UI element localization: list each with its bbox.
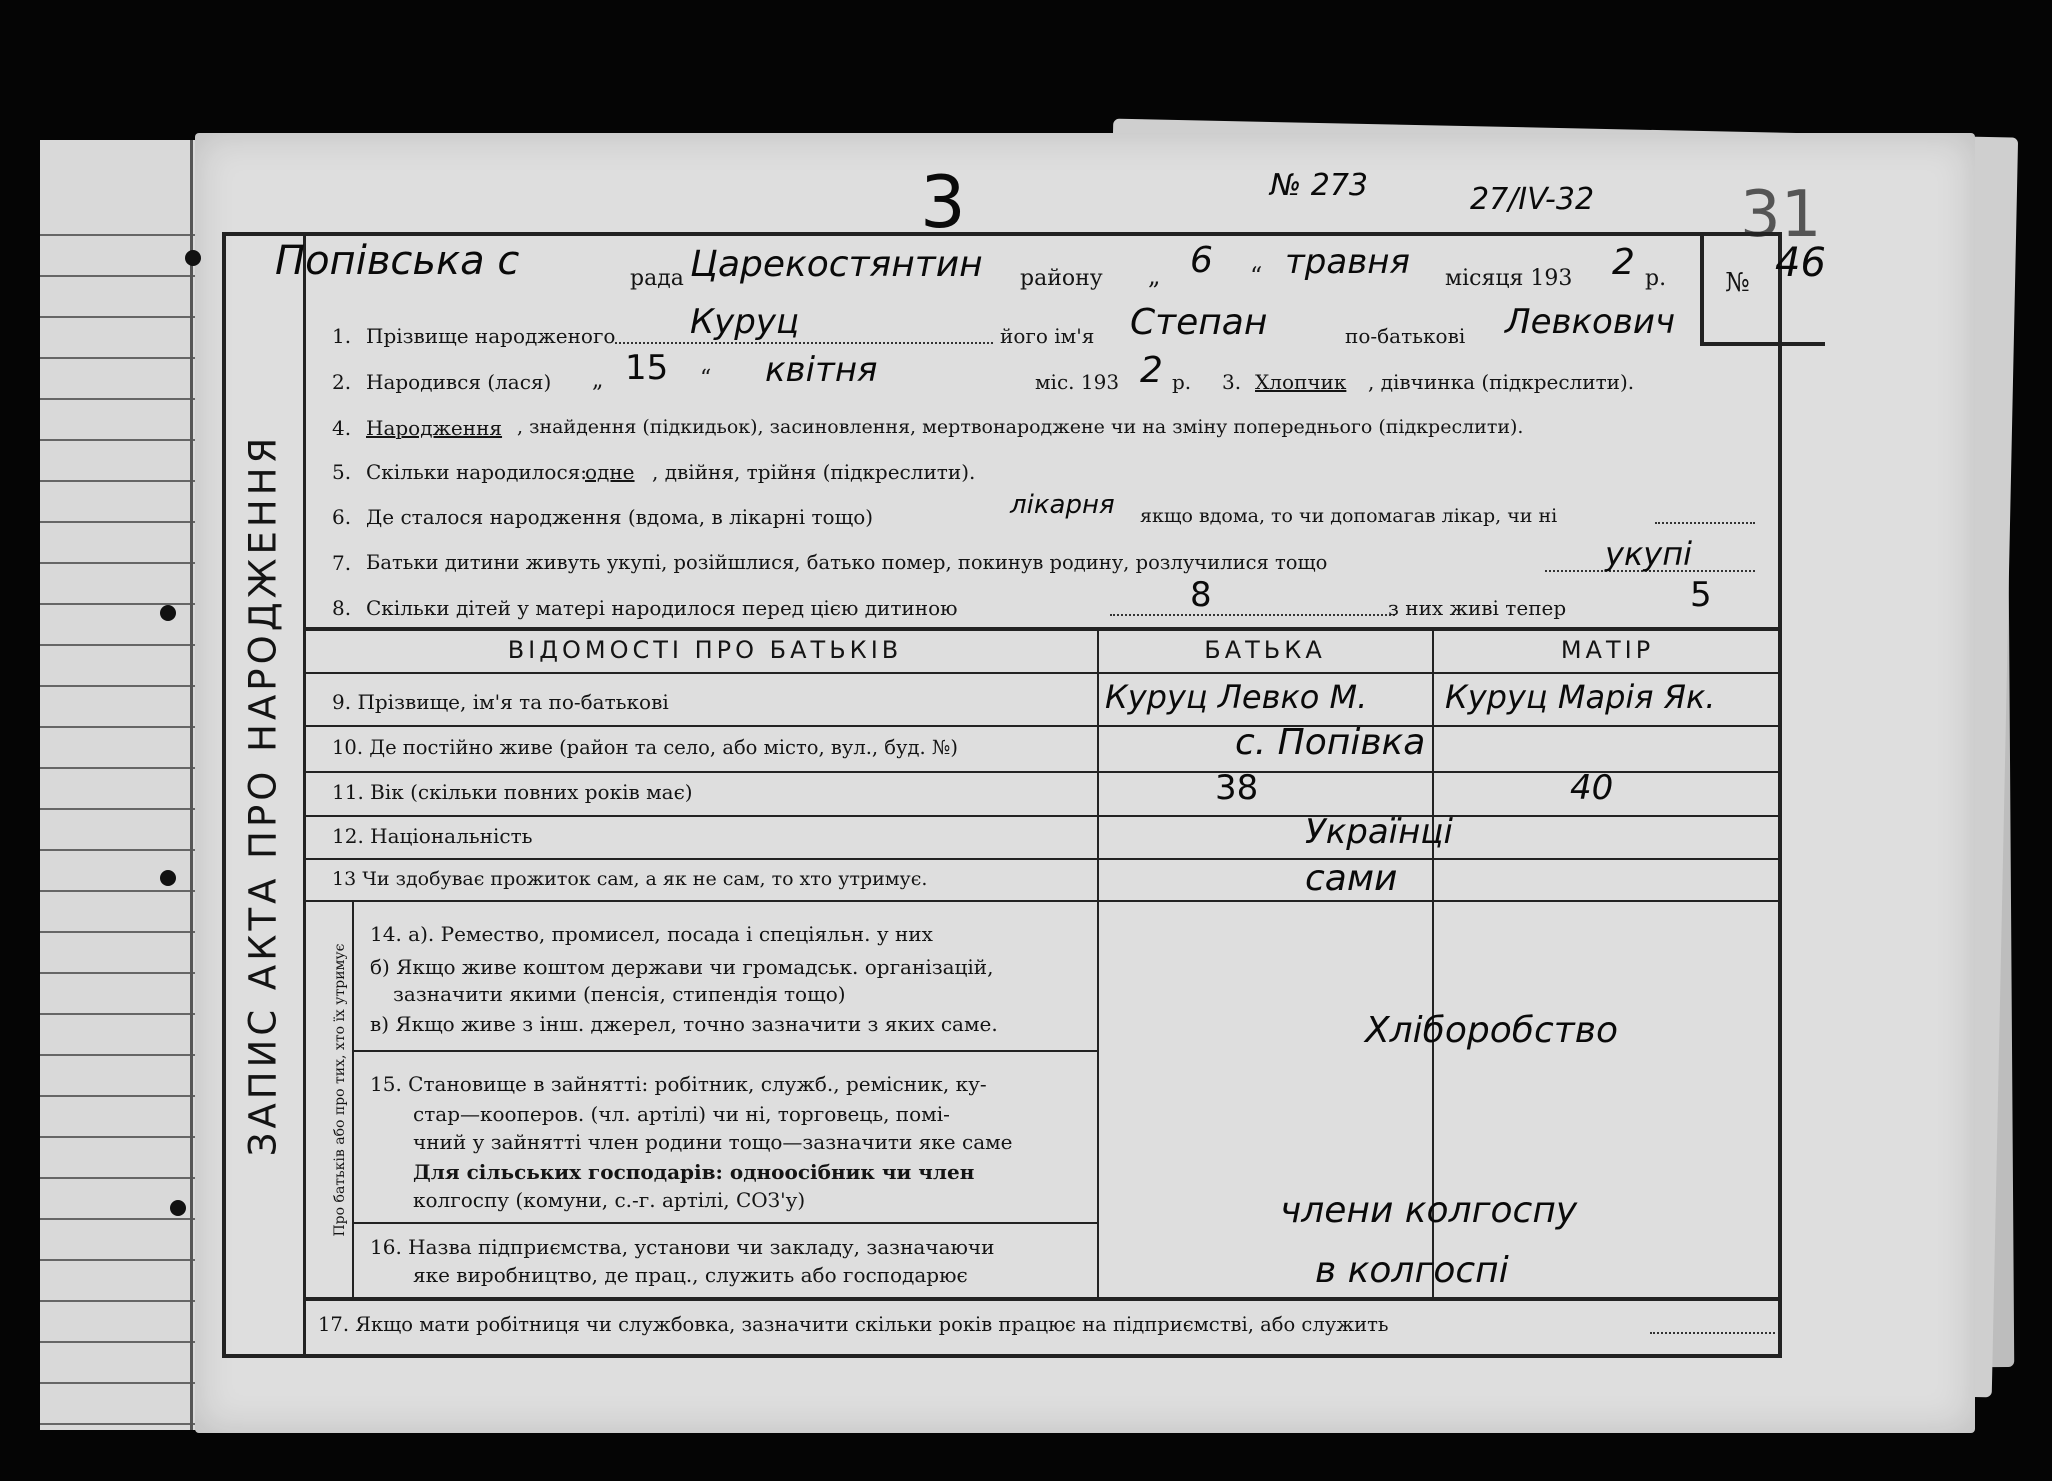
row-15-line2: стар—кооперов. (чл. артілі) чи ні, торговець, помі- (413, 1102, 950, 1126)
record-day: 6 (1190, 240, 1213, 281)
row-15-line4: Для сільських господарів: одноосібник чи член (413, 1160, 975, 1184)
corner-mark: 31 (1740, 178, 1822, 252)
rayon-label: району (1020, 266, 1103, 291)
binding-hole (170, 1200, 186, 1216)
village-council: Попівська с (275, 238, 520, 284)
row-rule (306, 900, 1782, 902)
child-first-name: Степан (1130, 302, 1268, 343)
rada-label: рада (630, 266, 684, 291)
birth-year-r: р. (1172, 370, 1192, 394)
first-name-label: його ім'я (1000, 324, 1095, 348)
row-13-label: 13 Чи здобуває прожиток сам, а як не сам, то хто утримує. (332, 868, 928, 890)
birth-place-label: Де сталося народження (вдома, в лікарні тощо) (366, 505, 874, 529)
children-born: 8 (1190, 575, 1212, 615)
side-note-divider (352, 902, 354, 1299)
parents-status: укупі (1605, 535, 1693, 573)
table-bottom-rule (306, 1297, 1782, 1301)
line-2-num: 2. (332, 370, 352, 394)
dotted-leader (1650, 1332, 1775, 1334)
top-number: 3 (920, 160, 966, 244)
stub-edge (190, 140, 201, 1430)
row-16-line2: яке виробництво, де прац., служить або господарює (413, 1263, 968, 1287)
mother-name: Куруц Марія Як. (1445, 678, 1716, 716)
parents-status-label: Батьки дитини живуть укупі, розійшлися, батько помер, покинув родину, розлучилися тощо (366, 551, 1328, 574)
binding-hole (160, 605, 176, 621)
workplace: в колгоспі (1315, 1250, 1509, 1291)
child-surname: Куруц (690, 302, 800, 342)
father-column-header: БАТЬКА (1204, 636, 1326, 664)
binding-hole (160, 870, 176, 886)
row-15-line5: колгоспу (комуни, с.-г. артілі, СОЗ'у) (413, 1188, 806, 1212)
birth-place: лікарня (1010, 490, 1115, 520)
record-year-suffix: 2 (1612, 242, 1635, 283)
year-r: р. (1645, 266, 1667, 291)
birth-month: квітня (765, 350, 878, 390)
row-rule (306, 858, 1782, 860)
patronymic-label: по-батькові (1345, 324, 1466, 348)
district: Царекостянтин (690, 244, 983, 285)
row-16-label: 16. Назва підприємства, установи чи закладу, зазначаючи (370, 1235, 995, 1259)
row-9-label: 9. Прізвище, ім'я та по-батькові (332, 690, 669, 714)
row-10-label: 10. Де постійно живе (район та село, або місто, вул., буд. №) (332, 736, 958, 759)
born-label: Народився (лася) (366, 370, 552, 394)
record-number: 46 (1775, 240, 1826, 286)
row-14b-detail: зазначити якими (пенсія, стипендія тощо) (393, 982, 846, 1006)
count-label: Скільки народилося: (366, 460, 588, 484)
row-rule (306, 815, 1782, 817)
record-month: травня (1285, 242, 1410, 282)
table-top-rule (306, 627, 1782, 631)
employment: члени колгоспу (1280, 1190, 1578, 1231)
count-options: , двійня, трійня (підкреслити). (652, 460, 976, 484)
number-sign: № (1725, 268, 1750, 298)
mother-column-header: МАТІР (1560, 636, 1655, 664)
row-14b-label: б) Якщо живе коштом держави чи громадськ. організацій, (370, 955, 994, 979)
quote-open: „ (1148, 262, 1161, 290)
binding-hole (185, 250, 201, 266)
support: сами (1305, 858, 1398, 899)
line-1-num: 1. (332, 324, 352, 348)
date-note: 27/IV-32 (1470, 182, 1595, 217)
row-12-label: 12. Національність (332, 824, 533, 848)
sex-options: , дівчинка (підкреслити). (1368, 370, 1635, 394)
row-rule (306, 725, 1782, 727)
birth-month-label: міс. 193 (1035, 370, 1120, 394)
sex-boy-underlined: Хлопчик (1255, 370, 1347, 394)
father-name: Куруц Левко М. (1105, 678, 1368, 716)
nationality: Українці (1305, 812, 1453, 852)
line-6-num: 6. (332, 505, 352, 529)
row-17-label: 17. Якщо мати робітниця чи службовка, зазначити скільки років працює на підприємстві, або служить (318, 1313, 1389, 1336)
quote-close: “ (1250, 262, 1263, 290)
row-15-line3: чний у зайнятті член родини тощо—зазначити яке саме (413, 1130, 1013, 1154)
row-14a-label: 14. а). Ремество, промисел, посада і спеціяльн. у них (370, 922, 933, 946)
stub-ruling (40, 195, 205, 1425)
row-rule (352, 1050, 1097, 1052)
children-before-label: Скільки дітей у матері народилося перед цією дитиною (366, 596, 958, 620)
children-alive-label: з них живі тепер (1388, 596, 1567, 620)
quote-open: „ (592, 368, 604, 393)
line-8-num: 8. (332, 596, 352, 620)
quote-close: “ (700, 366, 712, 391)
row-15-label: 15. Становище в зайнятті: робітник, служб., ремісник, ку- (370, 1072, 987, 1096)
dotted-leader (615, 342, 993, 344)
dotted-leader (1655, 522, 1755, 524)
line-7-num: 7. (332, 551, 352, 575)
birth-day: 15 (625, 348, 669, 388)
dotted-leader (1110, 614, 1395, 616)
line-4-num: 4. (332, 416, 352, 440)
row-rule (306, 771, 1782, 773)
birth-type-underlined: Народження (366, 416, 503, 440)
count-one-underlined: одне (585, 460, 635, 484)
mother-age: 40 (1570, 768, 1614, 808)
occupation: Хліборобство (1365, 1010, 1618, 1051)
row-14c-label: в) Якщо живе з інш. джерел, точно зазначити з яких саме. (370, 1012, 998, 1036)
father-age: 38 (1215, 768, 1259, 808)
month-year-label: місяця 193 (1445, 266, 1573, 291)
column-divider (1097, 629, 1099, 1299)
birth-year-suffix: 2 (1140, 350, 1163, 391)
children-alive: 5 (1690, 575, 1712, 615)
child-patronymic: Левкович (1505, 302, 1676, 342)
registry-number: № 273 (1270, 168, 1368, 203)
birth-type-options: , знайдення (підкидьок), засиновлення, мертвонароджене чи на зміну попереднього (підкреслити). (517, 416, 1524, 438)
line-5-num: 5. (332, 460, 352, 484)
line-3-num: 3. (1222, 370, 1242, 394)
row-rule (352, 1222, 1097, 1224)
parents-info-header: ВІДОМОСТІ ПРО БАТЬКІВ (507, 636, 903, 664)
header-rule (306, 672, 1782, 674)
row-11-label: 11. Вік (скільки повних років має) (332, 780, 693, 804)
surname-label: Прізвище народженого (366, 324, 616, 348)
doctor-question: якщо вдома, то чи допомагав лікар, чи ні (1140, 505, 1558, 527)
residence: с. Попівка (1235, 722, 1426, 763)
